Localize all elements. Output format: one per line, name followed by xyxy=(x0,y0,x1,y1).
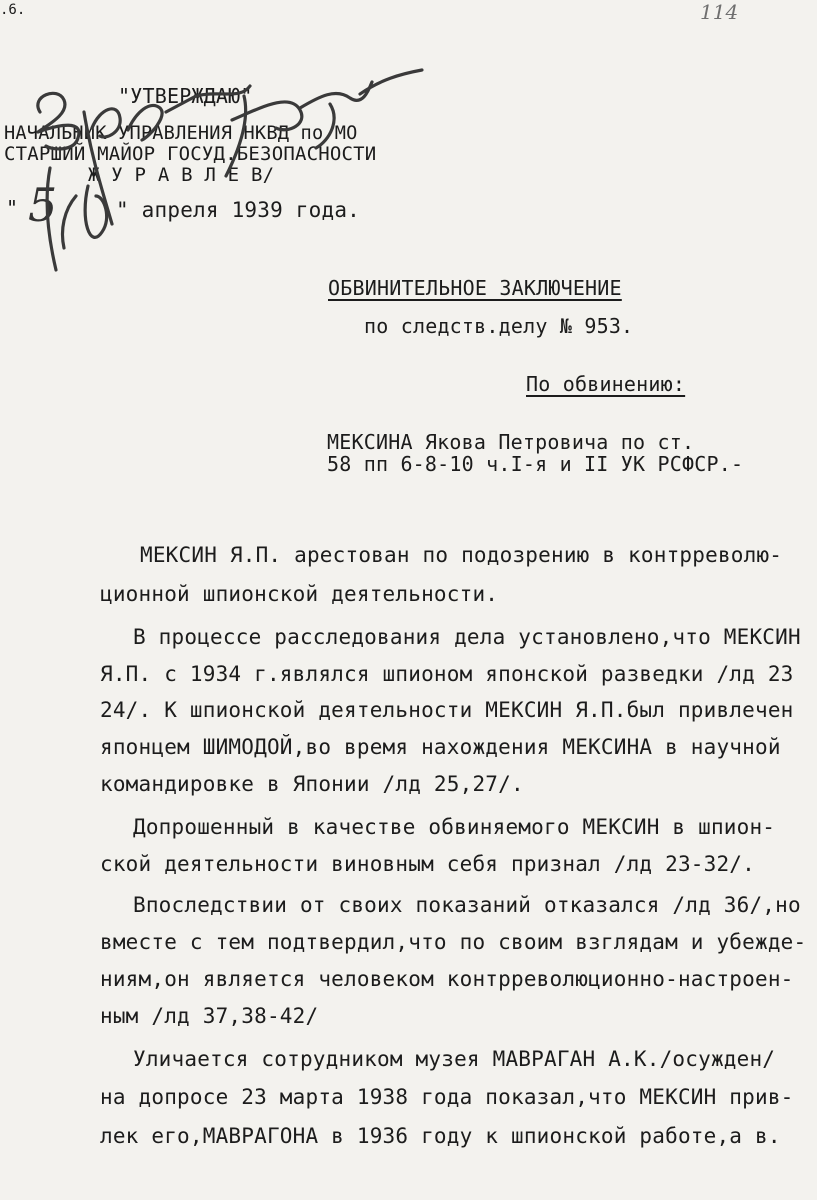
body-line: вместе с тем подтвердил,что по своим взглядам и убежде- xyxy=(100,930,807,954)
body-line: Я.П. с 1934 г.являлся шпионом японской разведки /лд 23 xyxy=(100,662,794,686)
body-line: японцем ШИМОДОЙ,во время нахождения МЕКСИНА в научной xyxy=(100,735,781,759)
body-line: ниям,он является человеком контрреволюционно-настроен- xyxy=(100,967,794,991)
page-mark: .6. xyxy=(0,2,26,18)
approval-title: "УТВЕРЖДАЮ" xyxy=(118,84,253,108)
accused-line-2: 58 пп 6-8-10 ч.I-я и II УК РСФСР.- xyxy=(327,452,744,476)
document-subtitle: по следств.делу № 953. xyxy=(364,314,634,338)
approval-position: НАЧАЛЬНИК УПРАВЛЕНИЯ НКВД по МО xyxy=(4,122,358,144)
approval-date-quote: " xyxy=(6,196,19,220)
accused-line-1: МЕКСИНА Якова Петровича по ст. xyxy=(327,430,695,454)
approval-date-day: 5 xyxy=(28,178,58,232)
body-line: Уличается сотрудником музея МАВРАГАН А.К./осужден/ xyxy=(133,1047,776,1071)
body-line: 24/. К шпионской деятельности МЕКСИН Я.П.был привлечен xyxy=(100,698,794,722)
approval-rank: СТАРШИЙ МАЙОР ГОСУД.БЕЗОПАСНОСТИ xyxy=(4,143,377,165)
approval-date: " апреля 1939 года. xyxy=(116,198,361,222)
document-title: ОБВИНИТЕЛЬНОЕ ЗАКЛЮЧЕНИЕ xyxy=(328,276,622,300)
charge-label: По обвинению: xyxy=(526,372,686,396)
body-line: Впоследствии от своих показаний отказался /лд 36/,но xyxy=(133,893,801,917)
body-line: командировке в Японии /лд 25,27/. xyxy=(100,772,524,796)
body-line: В процессе расследования дела установлено,что МЕКСИН xyxy=(133,625,801,649)
body-line: лек его,МАВРАГОНА в 1936 году к шпионской работе,а в. xyxy=(100,1124,781,1148)
body-line: ской деятельности виновным себя признал /лд 23-32/. xyxy=(100,852,755,876)
body-line: ным /лд 37,38-42/ xyxy=(100,1004,319,1028)
archive-number: 114 xyxy=(700,0,739,24)
body-line: ционной шпионской деятельности. xyxy=(100,582,499,606)
body-line: на допросе 23 марта 1938 года показал,что МЕКСИН прив- xyxy=(100,1085,794,1109)
body-line: Допрошенный в качестве обвиняемого МЕКСИН в шпион- xyxy=(133,815,776,839)
body-line: МЕКСИН Я.П. арестован по подозрению в контрреволю- xyxy=(140,543,783,567)
approval-name: Ж У Р А В Л Е В/ xyxy=(88,164,275,186)
